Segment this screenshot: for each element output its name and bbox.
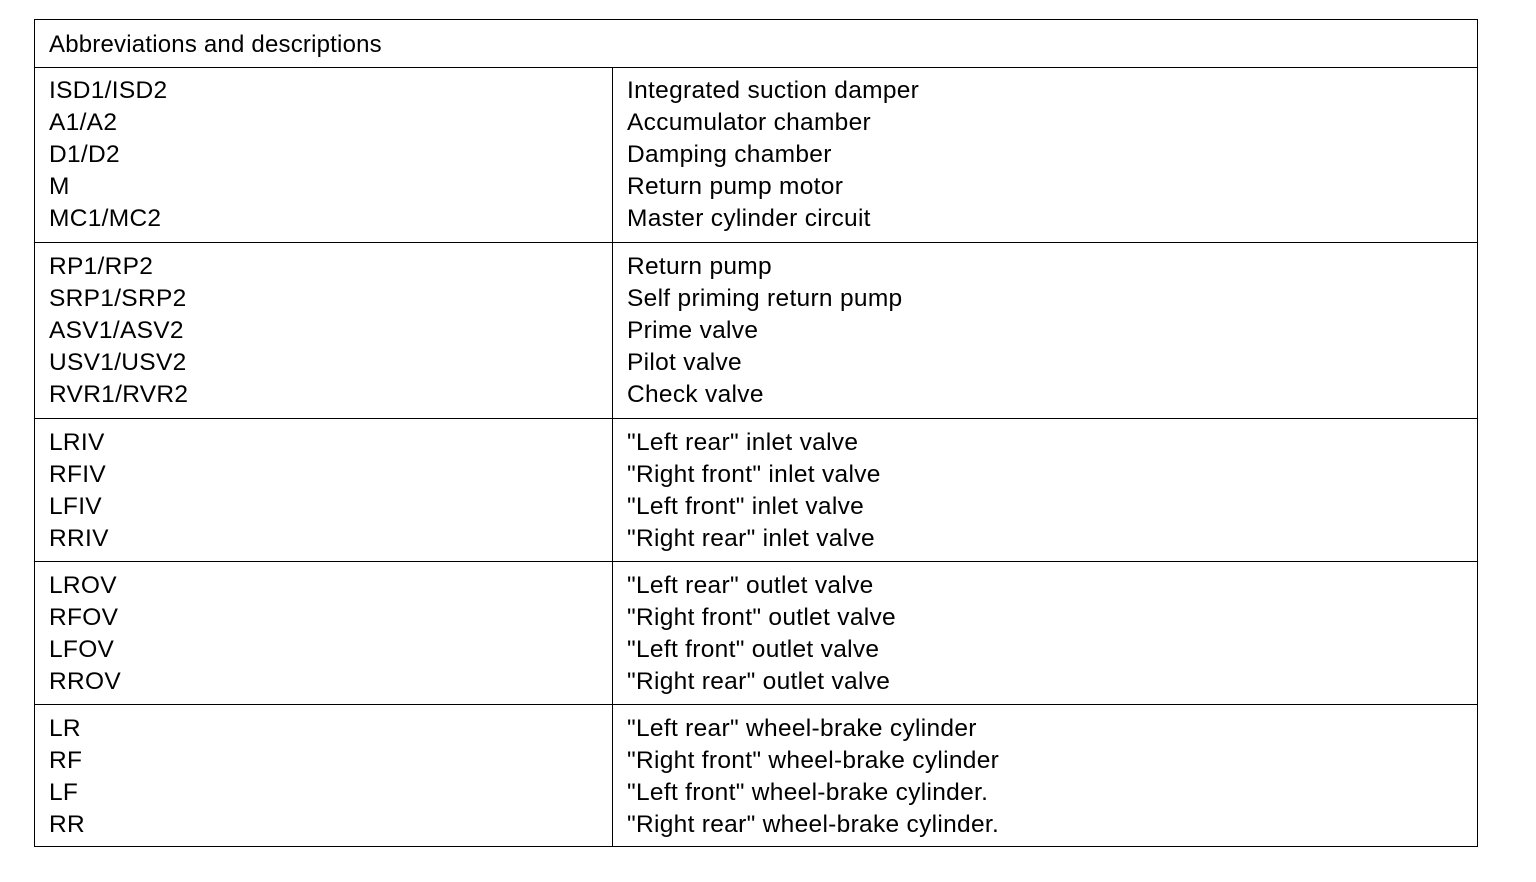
description: "Right rear" inlet valve xyxy=(627,525,875,552)
description: "Left rear" outlet valve xyxy=(627,572,874,599)
description: "Right front" outlet valve xyxy=(627,604,896,631)
description: "Left front" wheel-brake cylinder. xyxy=(627,779,989,806)
description-column xyxy=(627,713,999,841)
abbreviation: LROV xyxy=(49,572,117,599)
table-header xyxy=(35,20,1477,68)
abbreviations-table xyxy=(34,19,1478,847)
table-group xyxy=(35,562,1477,705)
description: "Left front" outlet valve xyxy=(627,636,880,663)
abbreviation: RR xyxy=(49,811,85,838)
description: "Right front" inlet valve xyxy=(627,461,881,488)
table-group xyxy=(35,419,1477,562)
description-column xyxy=(627,570,896,698)
abbreviation: LFIV xyxy=(49,493,102,520)
abbreviation: RP1/RP2 xyxy=(49,253,154,280)
abbreviation: LR xyxy=(49,715,81,742)
description: Integrated suction damper xyxy=(627,77,920,104)
description: Accumulator chamber xyxy=(627,109,871,136)
abbreviation: RFOV xyxy=(49,604,119,631)
description: "Right front" wheel-brake cylinder xyxy=(627,747,1000,774)
abbreviation: D1/D2 xyxy=(49,141,120,168)
abbreviation-column xyxy=(49,251,188,411)
description: "Right rear" outlet valve xyxy=(627,668,891,695)
abbreviation: MC1/MC2 xyxy=(49,205,162,232)
description: Self priming return pump xyxy=(627,285,903,312)
abbreviation: RFIV xyxy=(49,461,107,488)
abbreviation: LRIV xyxy=(49,429,105,456)
description: Return pump motor xyxy=(627,173,844,200)
description: Damping chamber xyxy=(627,141,832,168)
table-group xyxy=(35,67,1477,243)
abbreviation-column xyxy=(49,427,109,555)
table-group xyxy=(35,243,1477,419)
table-header-title: Abbreviations and descriptions xyxy=(49,31,382,58)
abbreviation: LFOV xyxy=(49,636,115,663)
abbreviation-column xyxy=(49,713,85,841)
description: Prime valve xyxy=(627,317,759,344)
column-divider xyxy=(612,67,613,846)
abbreviation-column xyxy=(49,75,167,235)
description: "Left rear" wheel-brake cylinder xyxy=(627,715,977,742)
description-column xyxy=(627,251,902,411)
abbreviation: RVR1/RVR2 xyxy=(49,381,189,408)
abbreviation: LF xyxy=(49,779,79,806)
abbreviation: SRP1/SRP2 xyxy=(49,285,187,312)
description-column xyxy=(627,75,919,235)
description: Pilot valve xyxy=(627,349,742,376)
description: "Left rear" inlet valve xyxy=(627,429,859,456)
table-group xyxy=(35,705,1477,846)
description: Master cylinder circuit xyxy=(627,205,871,232)
abbreviation: ASV1/ASV2 xyxy=(49,317,184,344)
abbreviation: A1/A2 xyxy=(49,109,118,136)
abbreviation: RRIV xyxy=(49,525,109,552)
description: "Right rear" wheel-brake cylinder. xyxy=(627,811,1000,838)
abbreviation: RROV xyxy=(49,668,121,695)
abbreviation: M xyxy=(49,173,70,200)
abbreviation: RF xyxy=(49,747,83,774)
abbreviation: USV1/USV2 xyxy=(49,349,187,376)
description: Check valve xyxy=(627,381,764,408)
description: Return pump xyxy=(627,253,772,280)
abbreviation: ISD1/ISD2 xyxy=(49,77,168,104)
abbreviation-column xyxy=(49,570,121,698)
description-column xyxy=(627,427,881,555)
description: "Left front" inlet valve xyxy=(627,493,865,520)
